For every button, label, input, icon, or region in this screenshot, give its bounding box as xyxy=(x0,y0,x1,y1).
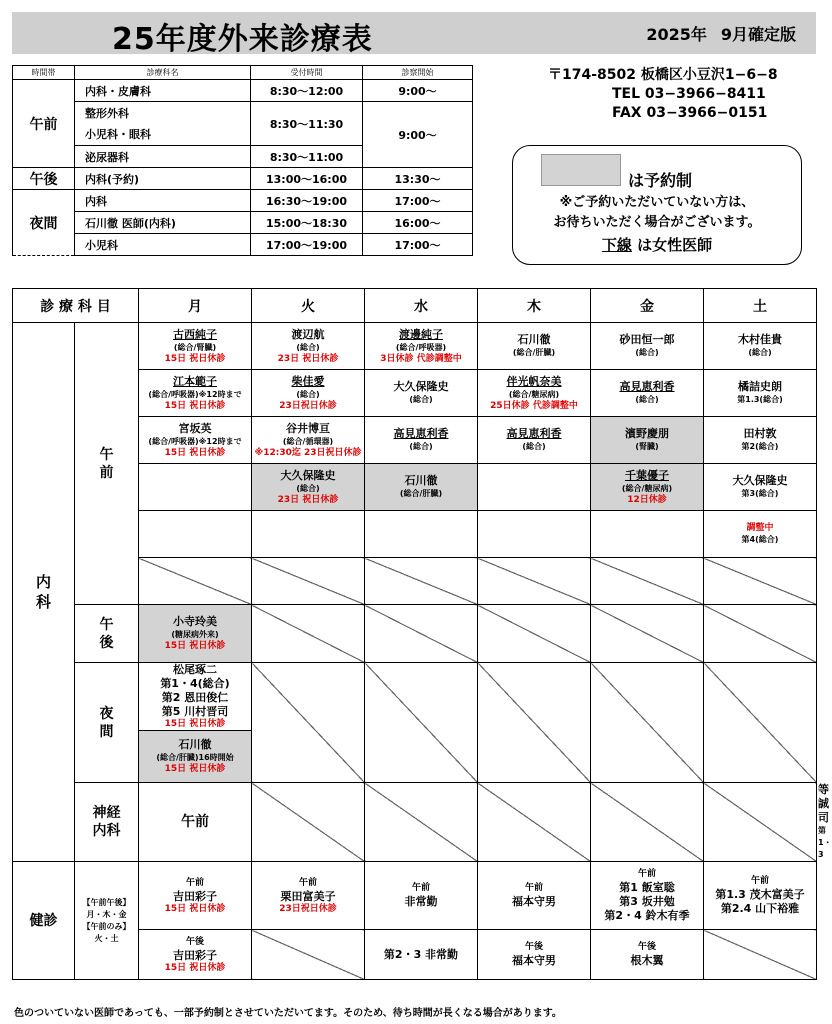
specialty: (総合/呼吸器)※12時まで xyxy=(148,436,242,446)
doctor-name: 根木翼 xyxy=(630,954,664,967)
doctor-name: 栗田富美子 xyxy=(280,889,336,903)
empty-cell xyxy=(478,605,591,663)
specialty: (総合) xyxy=(296,389,320,399)
empty-cell xyxy=(139,464,252,511)
day-header: 金 xyxy=(591,289,704,323)
specialty: (総合) xyxy=(635,348,659,357)
holiday-note: 23日祝日休診 xyxy=(279,400,337,411)
empty-cell xyxy=(704,605,817,663)
doctor-name: 石川徹 xyxy=(517,333,551,346)
schedule-line: 第5 川村晋司 xyxy=(161,705,229,718)
schedule-cell xyxy=(139,930,252,980)
hours-dept: 内科(予約) xyxy=(75,168,251,190)
legend-female-label: は女性医師 xyxy=(637,236,713,254)
doctor-name: 吉田彩子 xyxy=(173,948,217,962)
hours-table xyxy=(12,65,473,256)
legend-note: ※ご予約いただいていない方は、 xyxy=(559,195,755,210)
holiday-note: 15日 祝日休診 xyxy=(164,962,226,973)
specialty: (総合) xyxy=(296,483,320,493)
hours-dept: 内科 xyxy=(75,190,251,212)
schedule-line: 第2.4 山下裕雅 xyxy=(720,902,800,915)
empty-cell xyxy=(478,663,591,783)
hours-dept: 内科・皮膚科 xyxy=(75,80,251,102)
specialty: (総合) xyxy=(296,342,320,352)
doctor-name: 高見恵利香 xyxy=(619,380,675,393)
schedule-cell xyxy=(591,862,704,930)
holiday-note: 25日休診 代診調整中 xyxy=(490,400,578,411)
hours-header: 診察開始 xyxy=(363,66,473,80)
specialty: 第4(総合) xyxy=(741,534,779,544)
holiday-note: 15日 祝日休診 xyxy=(164,447,226,458)
empty-cell xyxy=(365,605,478,663)
specialty: (総合/腎臓) xyxy=(173,342,217,352)
doctor-name: 谷井博亘 xyxy=(286,421,330,435)
empty-cell xyxy=(591,783,704,862)
day-header: 火 xyxy=(252,289,365,323)
hours-start: 13:30～ xyxy=(363,168,473,190)
address: 〒174-8502 板橋区小豆沢1−6−8 xyxy=(548,67,778,83)
schedule-cell xyxy=(139,663,252,731)
schedule-table: 診 療 科 目 月 火 水 木 金 土 内 科 午 前 古西純子 (総合/腎臓) 15日 祝日休診 渡辺航 (総合) 23日 祝日休診 渡邊純子 (総合/呼吸器) 3日休診 代診調整中 石川徹 (総合/肝臓) 砂田恒一郎 (総合) 木村佳貴 (総合) 江本範子 (総合/呼吸器)※12時まで 15日 祝日休診 柴佳愛 (総合) 23日祝日休診 大久保隆史 (総合) 伴光帆奈美 (総合/糖尿病) 25日休診 代診調整中 高見恵利香 (総合) 橘詰史朗 第1.3(総合) 宮坂英 (総合/呼吸器)※12時まで 15日 祝日休診 谷井博亘 (総合/循環器) ※12:30迄 23日祝日休診 高見恵利香 (総合) 高見恵利香 (総合) 濱野慶朋 (腎臓) 田村敦 第2(総合) 大久保隆史 (総合) 23日 祝日休診 石川徹 (総合/肝臓) 千葉優子 (総合/糖尿病) 12日休診 大久保隆史 第3(総合) 調整中 第4(総合) 午 後 小寺玲美 (糖尿病外来) 15日 祝日休診 夜 間 松尾琢二 第1・4(総合) 第2 恩田俊仁 第5 川村晋司 15日 祝日休診 石川徹 (総合/肝臓)16時開始 15日 祝日休診 神経 内科 午前 等誠司 第1・3 健診 【午前午後】 月・木・金 【午前のみ】 火・土 午前 吉田彩子 15日 祝日休診 午前 栗田富美子 23日祝日休診 午前 非常勤 午前 福本守男 午前 第1 飯室聡 第3 坂井勉 第2・4 鈴木有季 午前 第1.3 茂木富美子 第2.4 山下裕雅 午後 吉田彩子 15日 祝日休診 第2・3 非常勤 午後 福本守男 午後 根木翼 xyxy=(12,288,817,980)
holiday-note: 23日 祝日休診 xyxy=(277,494,339,505)
edition-version: 9月確定版 xyxy=(720,25,796,44)
hours-reception: 16:30～19:00 xyxy=(251,190,363,212)
empty-cell xyxy=(365,511,478,558)
specialty: (総合/肝臓) xyxy=(399,489,443,498)
holiday-note: 3日休診 代診調整中 xyxy=(380,353,462,364)
holiday-note: 23日祝日休診 xyxy=(279,903,337,914)
schedule-line: 第2・4 鈴木有季 xyxy=(604,909,690,922)
holiday-note: 15日 祝日休診 xyxy=(164,353,226,364)
doctor-name: 江本範子 xyxy=(173,374,217,388)
empty-cell xyxy=(365,558,478,605)
hours-header: 受付時間 xyxy=(251,66,363,80)
holiday-note: 15日 祝日休診 xyxy=(164,764,226,774)
schedule-cell xyxy=(365,930,478,980)
holiday-note: 12日休診 xyxy=(627,494,667,505)
dept-header: 診 療 科 目 xyxy=(13,289,139,323)
session-label: 午前 xyxy=(298,877,317,888)
empty-cell xyxy=(139,558,252,605)
hours-dept: 石川徹 医師(内科) xyxy=(75,212,251,234)
schedule-cell xyxy=(252,862,365,930)
doctor-name: 伴光帆奈美 xyxy=(506,374,562,388)
hours-reception: 15:00～18:30 xyxy=(251,212,363,234)
session-label: 午前 xyxy=(524,883,543,893)
empty-cell xyxy=(591,558,704,605)
hours-reception: 13:00～16:00 xyxy=(251,168,363,190)
schedule-cell xyxy=(591,370,704,417)
doctor-name: 福本守男 xyxy=(512,895,556,908)
schedule-cell xyxy=(139,370,252,417)
specialty: 第1.3(総合) xyxy=(737,395,783,404)
doctor-name: 大久保隆史 xyxy=(732,474,788,487)
day-header: 月 xyxy=(139,289,252,323)
schedule-cell xyxy=(365,464,478,511)
schedule-cell xyxy=(252,417,365,464)
empty-cell xyxy=(252,930,365,980)
doctor-name: 砂田恒一郎 xyxy=(619,333,675,346)
doctor-name: 高見恵利香 xyxy=(393,427,449,440)
schedule-cell xyxy=(139,862,252,930)
specialty: (総合/糖尿病) xyxy=(508,389,560,399)
hours-dept: 小児科・眼科 xyxy=(75,124,251,146)
holiday-note: ※12:30迄 23日祝日休診 xyxy=(254,447,362,458)
schedule-cell xyxy=(478,930,591,980)
reservation-swatch xyxy=(541,154,621,186)
empty-cell xyxy=(365,783,478,862)
schedule-cell xyxy=(704,370,817,417)
hours-period-night: 夜間 xyxy=(13,190,75,256)
specialty: (総合) xyxy=(409,442,433,451)
schedule-line: 第1.3 茂木富美子 xyxy=(715,888,805,901)
doctor-name: 橘詰史朗 xyxy=(738,380,782,393)
empty-cell xyxy=(704,930,817,980)
schedule-cell xyxy=(704,511,817,558)
fax-number: FAX 03−3966−0151 xyxy=(612,105,768,121)
schedule-note: 15日 祝日休診 xyxy=(164,719,226,729)
doctor-name: 石川徹 xyxy=(404,474,438,487)
doctor-name: 非常勤 xyxy=(404,895,438,908)
doctor-name: 第2・3 非常勤 xyxy=(383,947,459,961)
schedule-cell xyxy=(704,417,817,464)
schedule-line: 第1 飯室聡 xyxy=(619,881,675,894)
hours-dept: 泌尿器科 xyxy=(75,146,251,168)
hours-reception: 8:30～11:30 xyxy=(251,102,363,146)
session-label: 午前 xyxy=(750,876,769,886)
hours-start: 16:00～ xyxy=(363,212,473,234)
schedule-cell xyxy=(591,417,704,464)
tel-number: TEL 03−3966−8411 xyxy=(612,86,766,102)
specialty: (総合/呼吸器) xyxy=(395,342,447,352)
schedule-cell xyxy=(478,323,591,370)
hours-start: 17:00～ xyxy=(363,190,473,212)
schedule-line: 第1・4(総合) xyxy=(160,677,230,690)
session-label: 午後 xyxy=(185,936,204,947)
schedule-cell xyxy=(139,323,252,370)
session-label: 午前 xyxy=(637,869,656,879)
title-banner xyxy=(12,12,816,57)
empty-cell xyxy=(704,663,817,783)
schedule-cell xyxy=(478,370,591,417)
hours-start: 17:00～ xyxy=(363,234,473,256)
specialty: (総合) xyxy=(748,348,772,357)
legend-female xyxy=(513,234,801,255)
schedule-cell xyxy=(704,323,817,370)
empty-cell xyxy=(478,464,591,511)
specialty: (総合/糖尿病) xyxy=(621,483,673,493)
session-label: 午前 xyxy=(185,877,204,888)
doctor-name: 福本守男 xyxy=(512,954,556,967)
doctor-name: 古西純子 xyxy=(173,327,217,341)
session-label: 午後 xyxy=(637,942,656,952)
schedule-cell xyxy=(478,417,591,464)
hours-header: 診療科名 xyxy=(75,66,251,80)
schedule-cell xyxy=(365,862,478,930)
doctor-name: 石川徹 xyxy=(178,738,212,751)
specialty: (総合) xyxy=(522,442,546,451)
specialty: (総合/呼吸器)※12時まで xyxy=(148,389,242,399)
legend-reservation: は予約制 xyxy=(628,171,693,190)
doctor-name: 田村敦 xyxy=(743,427,777,440)
schedule-line: 第2 恩田俊仁 xyxy=(161,691,229,704)
session-am: 午前 xyxy=(139,783,252,862)
specialty: 第2(総合) xyxy=(741,442,779,451)
session-pm: 午 後 xyxy=(75,605,139,663)
empty-cell xyxy=(252,663,365,783)
empty-cell xyxy=(478,558,591,605)
schedule-note: 調整中 xyxy=(746,522,774,533)
empty-cell xyxy=(252,605,365,663)
holiday-note: 15日 祝日休診 xyxy=(164,400,226,411)
schedule-line: 松尾琢二 xyxy=(173,663,217,676)
dept-naika: 内 科 xyxy=(13,323,75,862)
doctor-name: 千葉優子 xyxy=(625,468,669,482)
holiday-note: 15日 祝日休診 xyxy=(164,641,226,651)
specialty: (総合/肝臓) xyxy=(512,348,556,357)
schedule-cell xyxy=(365,417,478,464)
empty-cell xyxy=(252,783,365,862)
empty-cell xyxy=(478,783,591,862)
empty-cell xyxy=(252,558,365,605)
doctor-name: 木村佳貴 xyxy=(738,333,782,346)
doctor-name: 宮坂英 xyxy=(178,421,212,435)
specialty: (糖尿病外来) xyxy=(171,630,219,639)
session-night: 夜 間 xyxy=(75,663,139,783)
session-label: 午後 xyxy=(524,942,543,952)
doctor-name: 吉田彩子 xyxy=(173,889,217,903)
doctor-name: 小寺玲美 xyxy=(173,615,217,628)
hours-reception: 17:00～19:00 xyxy=(251,234,363,256)
schedule-cell xyxy=(139,731,252,783)
page-title: 25年度外来診療表 xyxy=(112,22,373,57)
legend-note: お待ちいただく場合がございます。 xyxy=(553,215,761,230)
schedule-cell xyxy=(139,605,252,663)
empty-cell xyxy=(365,663,478,783)
holiday-note: 15日 祝日休診 xyxy=(164,903,226,914)
empty-cell xyxy=(704,783,817,862)
session-am: 午 前 xyxy=(75,323,139,605)
specialty: 第3(総合) xyxy=(741,489,779,498)
empty-cell xyxy=(591,511,704,558)
empty-cell xyxy=(591,605,704,663)
schedule-cell xyxy=(704,862,817,930)
doctor-name: 柴佳愛 xyxy=(291,374,325,388)
hours-period-am: 午前 xyxy=(13,80,75,168)
hours-dept: 整形外科 xyxy=(75,102,251,124)
schedule-line: 第3 坂井勉 xyxy=(619,895,675,908)
legend-box xyxy=(512,145,802,265)
dept-kenshin: 健診 xyxy=(13,862,75,980)
day-header: 土 xyxy=(704,289,817,323)
specialty: (腎臓) xyxy=(635,442,659,451)
schedule-cell xyxy=(252,370,365,417)
specialty: (総合/肝臓)16時開始 xyxy=(156,753,234,762)
kenshin-note: 【午前午後】 月・木・金 【午前のみ】 火・土 xyxy=(75,862,139,980)
footnote: 色のついていない医師であっても、一部予約制とさせていただいてます。そのため、待ち時間が長くなる場合があります。 xyxy=(14,1008,562,1019)
doctor-name: 大久保隆史 xyxy=(393,380,449,393)
specialty: (総合) xyxy=(409,395,433,404)
specialty: (総合) xyxy=(635,395,659,404)
session-label: 午前 xyxy=(411,883,430,893)
schedule-cell xyxy=(478,862,591,930)
schedule-cell xyxy=(252,464,365,511)
empty-cell xyxy=(252,511,365,558)
hours-start: 9:00～ xyxy=(363,80,473,102)
doctor-name: 渡邊純子 xyxy=(399,327,443,341)
hours-dept: 小児科 xyxy=(75,234,251,256)
doctor-name: 大久保隆史 xyxy=(280,468,336,482)
schedule-cell xyxy=(704,464,817,511)
day-header: 水 xyxy=(365,289,478,323)
contact-block xyxy=(548,66,778,123)
schedule-cell xyxy=(591,464,704,511)
empty-cell xyxy=(591,663,704,783)
hours-period-pm: 午後 xyxy=(13,168,75,190)
empty-cell xyxy=(139,511,252,558)
schedule-cell xyxy=(365,370,478,417)
schedule-cell xyxy=(252,323,365,370)
schedule-cell xyxy=(591,323,704,370)
hours-header: 時間帯 xyxy=(13,66,75,80)
dept-shinkei: 神経 内科 xyxy=(75,783,139,862)
legend-underline-sample: 下線 xyxy=(601,236,632,254)
empty-cell xyxy=(478,511,591,558)
schedule-cell xyxy=(365,323,478,370)
hours-start: 9:00～ xyxy=(363,102,473,168)
edition-year: 2025年 xyxy=(646,25,707,44)
hours-reception: 8:30～11:00 xyxy=(251,146,363,168)
schedule-cell xyxy=(139,417,252,464)
empty-cell xyxy=(704,558,817,605)
day-header: 木 xyxy=(478,289,591,323)
doctor-name: 渡辺航 xyxy=(291,327,325,341)
doctor-name: 濱野慶朋 xyxy=(625,427,669,440)
specialty: (総合/循環器) xyxy=(282,436,334,446)
doctor-name: 高見恵利香 xyxy=(506,427,562,440)
holiday-note: 23日 祝日休診 xyxy=(277,353,339,364)
edition-label xyxy=(632,22,796,45)
hours-reception: 8:30～12:00 xyxy=(251,80,363,102)
schedule-cell xyxy=(591,930,704,980)
